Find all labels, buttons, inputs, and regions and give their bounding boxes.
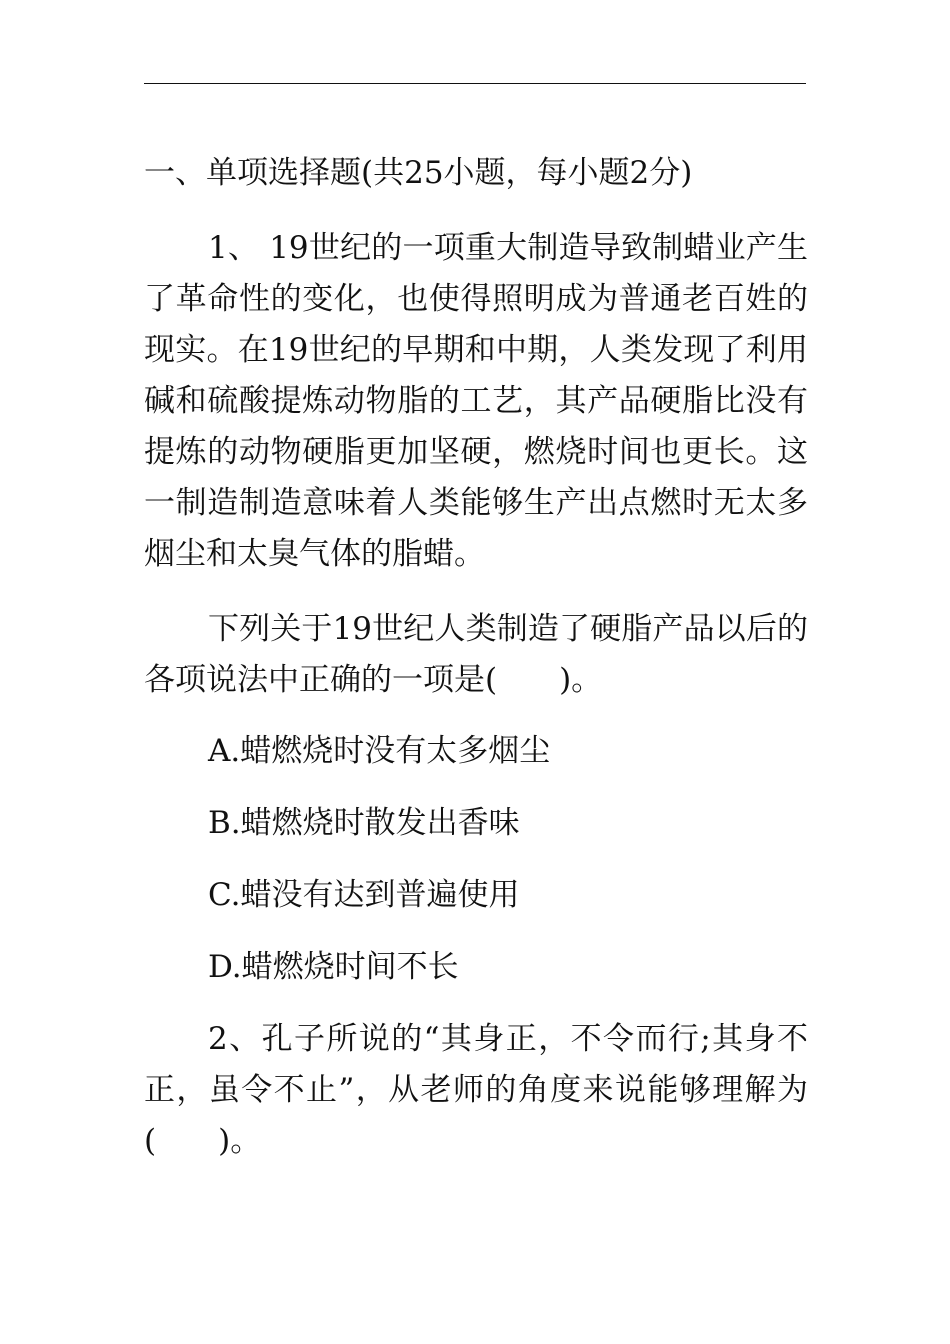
question-1-option-b: B.蜡燃烧时散发出香味 [208,805,520,841]
section-title: 一、单项选择题(共25小题，每小题2分) [144,155,693,191]
question-2-stem: 2、孔子所说的“其身正，不令而行;其身不正，虽令不止”，从老师的角度来说能够理解为( )。 [144,1021,808,1159]
question-1-option-a: A.蜡燃烧时没有太多烟尘 [208,733,551,769]
question-1-option-d: D.蜡燃烧时间不长 [208,949,459,985]
page-content [144,148,808,1167]
header-divider [144,83,806,84]
question-1-option-c: C.蜡没有达到普遍使用 [208,877,520,913]
question-1-passage: 1、 19世纪的一项重大制造导致制蜡业产生了革命性的变化，也使得照明成为普通老百姓的现实。在19世纪的早期和中期，人类发现了利用碱和硫酸提炼动物脂的工艺，其产品硬脂比没有提炼的动物硬脂更加坚硬，燃烧时间也更长。这一制造制造意味着人类能够生产出点燃时无太多烟尘和太臭气体的脂蜡。 [144,230,808,572]
question-1-stem: 下列关于19世纪人类制造了硬脂产品以后的各项说法中正确的一项是( )。 [144,611,808,698]
